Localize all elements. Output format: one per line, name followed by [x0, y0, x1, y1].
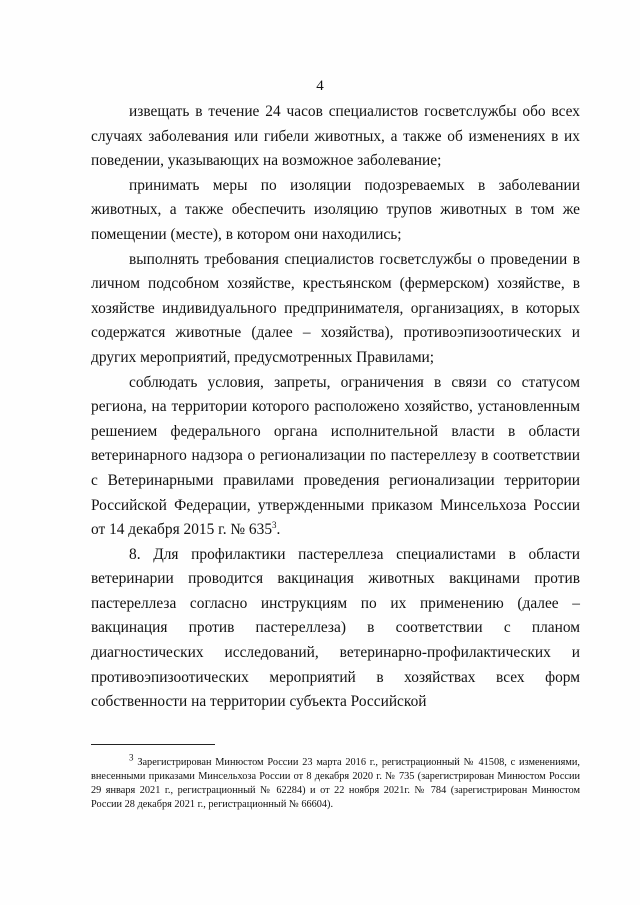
- body-text: [91, 100, 580, 715]
- footnote: [91, 752, 580, 812]
- paragraph-regional-status-tail: .: [276, 521, 281, 539]
- footnote-text: Зарегистрирован Минюстом России 23 марта 2016 г., регистрационный № 41508, с изменениями, внесенными приказами Минсельхоза России от 8 декабря 2020 г. № 735 (зарегистрирован Минюстом России 29 января 2021 г., регистрационный № 62284) и от 22 ноября 2021г. № 784 (зарегистрирован Минюстом России 28 декабря 2021 г., регистрационный № 66604).: [91, 757, 580, 810]
- paragraph-notify: извещать в течение 24 часов специалистов госветслужбы обо всех случаях заболевания или гибели животных, а также об изменениях в их поведении, указывающих на возможное заболевание;: [91, 103, 580, 170]
- footnote-marker: 3: [129, 752, 134, 763]
- paragraph-isolation: принимать меры по изоляции подозреваемых в заболевании животных, а также обеспечить изоляцию трупов животных в том же помещении (месте), в котором они находились;: [91, 176, 580, 243]
- paragraph-regional-status: [91, 371, 580, 543]
- paragraph-regional-status-text: соблюдать условия, запреты, ограничения в связи со статусом региона, на территории которого расположено хозяйство, установленным решением федерального органа исполнительной власти в области ветеринарного надзора о регионализации по пастереллезу в соответствии с Ветеринарными правилами проведения регионализации территории Российской Федерации, утвержденными приказом Минсельхоза России от 14 декабря 2015 г. № 635: [91, 373, 580, 539]
- paragraph-requirements: выполнять требования специалистов госветслужбы о проведении в личном подсобном хозяйстве, крестьянском (фермерском) хозяйстве, в хозяйстве индивидуального предпринимателя, организациях, в которых содержатся животные (далее – хозяйства), противоэпизоотических и других мероприятий, предусмотренных Правилами;: [91, 250, 580, 366]
- footnote-reference: 3: [272, 519, 277, 530]
- page-number: 4: [316, 78, 324, 94]
- paragraph-vaccination: 8. Для профилактики пастереллеза специалистами в области ветеринарии проводится вакцинация животных вакцинами против пастереллеза согласно инструкциям по их применению (далее – вакцинация против пастереллеза) в соответствии с планом диагностических исследований, ветеринарно-профилактических и противоэпизоотических мероприятий в хозяйствах всех форм собственности на территории субъекта Российской: [91, 545, 580, 711]
- footnote-separator: [91, 744, 215, 745]
